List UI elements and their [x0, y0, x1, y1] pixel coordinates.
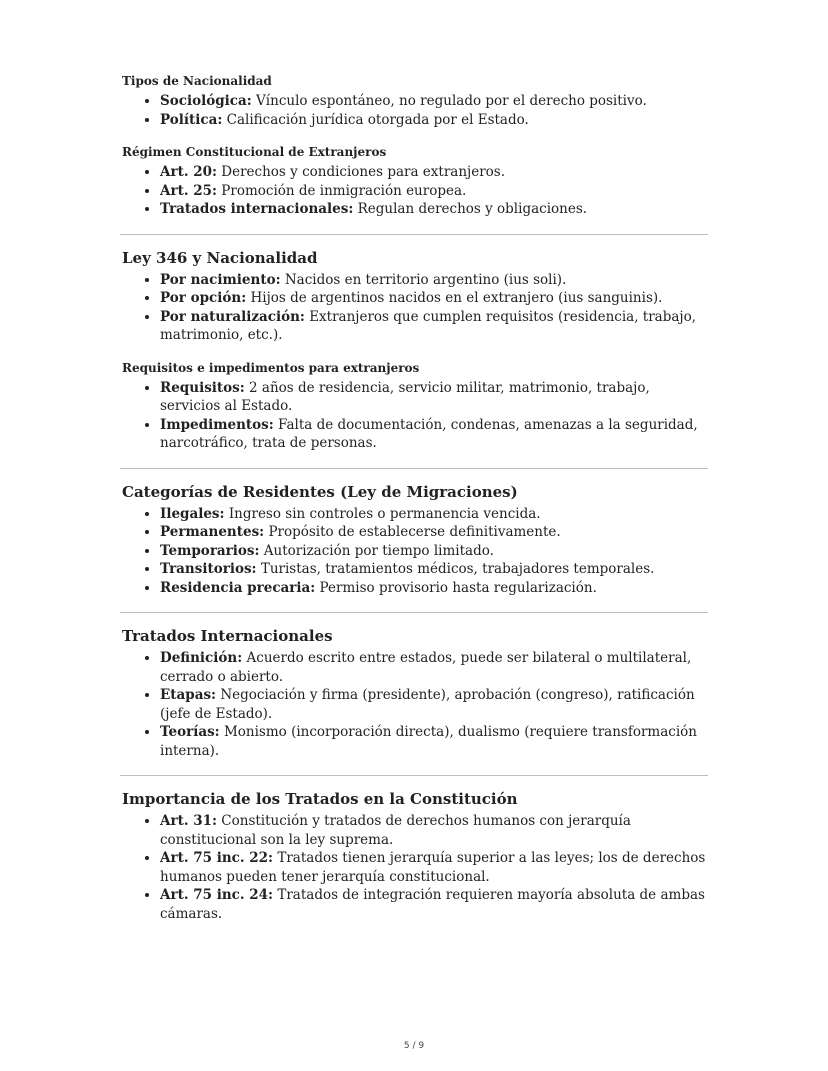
list-tratados-internacionales: [122, 649, 708, 760]
heading-tratados-internacionales: Tratados Internacionales: [122, 627, 333, 645]
document-page: [122, 73, 708, 923]
list-item: • Por nacimiento: Nacidos en territorio argentino (ius soli).: [160, 271, 708, 290]
list-item: • Política: Calificación jurídica otorgada por el Estado.: [160, 111, 708, 130]
heading-tipos-nacionalidad: Tipos de Nacionalidad: [122, 74, 272, 88]
list-item: • Requisitos: 2 años de residencia, servicio militar, matrimonio, trabajo, servicios al Estado.: [160, 379, 708, 416]
list-ley-346: [122, 271, 708, 345]
list-item: • Tratados internacionales: Regulan derechos y obligaciones.: [160, 200, 708, 219]
list-categorias-residentes: [122, 505, 708, 598]
list-item: • Impedimentos: Falta de documentación, condenas, amenazas a la seguridad, narcotráfico, trata de personas.: [160, 416, 708, 453]
list-item: • Art. 20: Derechos y condiciones para extranjeros.: [160, 163, 708, 182]
heading-importancia-tratados: Importancia de los Tratados en la Constitución: [122, 790, 518, 808]
list-item: • Ilegales: Ingreso sin controles o permanencia vencida.: [160, 505, 708, 524]
section-divider: [120, 468, 708, 469]
heading-requisitos-impedimentos: Requisitos e impedimentos para extranjeros: [122, 360, 420, 375]
list-item: • Permanentes: Propósito de establecerse definitivamente.: [160, 523, 708, 542]
list-item: • Residencia precaria: Permiso provisorio hasta regularización.: [160, 579, 708, 598]
list-item: • Art. 31: Constitución y tratados de derechos humanos con jerarquía constitucional son la ley suprema.: [160, 812, 708, 849]
list-importancia-tratados: [122, 812, 708, 923]
page-number: 5 / 9: [403, 1041, 425, 1051]
section-divider: [120, 775, 708, 776]
list-item: • Art. 75 inc. 24: Tratados de integración requieren mayoría absoluta de ambas cámaras.: [160, 886, 708, 923]
list-item: • Por opción: Hijos de argentinos nacidos en el extranjero (ius sanguinis).: [160, 289, 708, 308]
list-item: • Art. 75 inc. 22: Tratados tienen jerarquía superior a las leyes; los de derechos humanos pueden tener jerarquía constitucional.: [160, 849, 708, 886]
list-item: • Definición: Acuerdo escrito entre estados, puede ser bilateral o multilateral, cerrado o abierto.: [160, 649, 708, 686]
list-item: • Temporarios: Autorización por tiempo limitado.: [160, 542, 708, 561]
list-item: • Por naturalización: Extranjeros que cumplen requisitos (residencia, trabajo, matrimonio, etc.).: [160, 308, 708, 345]
section-divider: [120, 612, 708, 613]
list-item: • Teorías: Monismo (incorporación directa), dualismo (requiere transformación interna).: [160, 723, 708, 760]
list-tipos-nacionalidad: [122, 92, 708, 129]
heading-categorias-residentes: Categorías de Residentes (Ley de Migraciones): [122, 482, 518, 501]
heading-regimen-extranjeros: Régimen Constitucional de Extranjeros: [122, 145, 387, 159]
heading-ley-346: Ley 346 y Nacionalidad: [122, 248, 318, 267]
list-item: • Transitorios: Turistas, tratamientos médicos, trabajadores temporales.: [160, 560, 708, 579]
list-item: • Art. 25: Promoción de inmigración europea.: [160, 182, 708, 201]
section-divider: [120, 234, 708, 235]
list-requisitos-impedimentos: [122, 379, 708, 453]
list-regimen-extranjeros: [122, 163, 708, 219]
list-item: • Sociológica: Vínculo espontáneo, no regulado por el derecho positivo.: [160, 92, 708, 111]
list-item: • Etapas: Negociación y firma (presidente), aprobación (congreso), ratificación (jefe de Estado).: [160, 686, 708, 723]
